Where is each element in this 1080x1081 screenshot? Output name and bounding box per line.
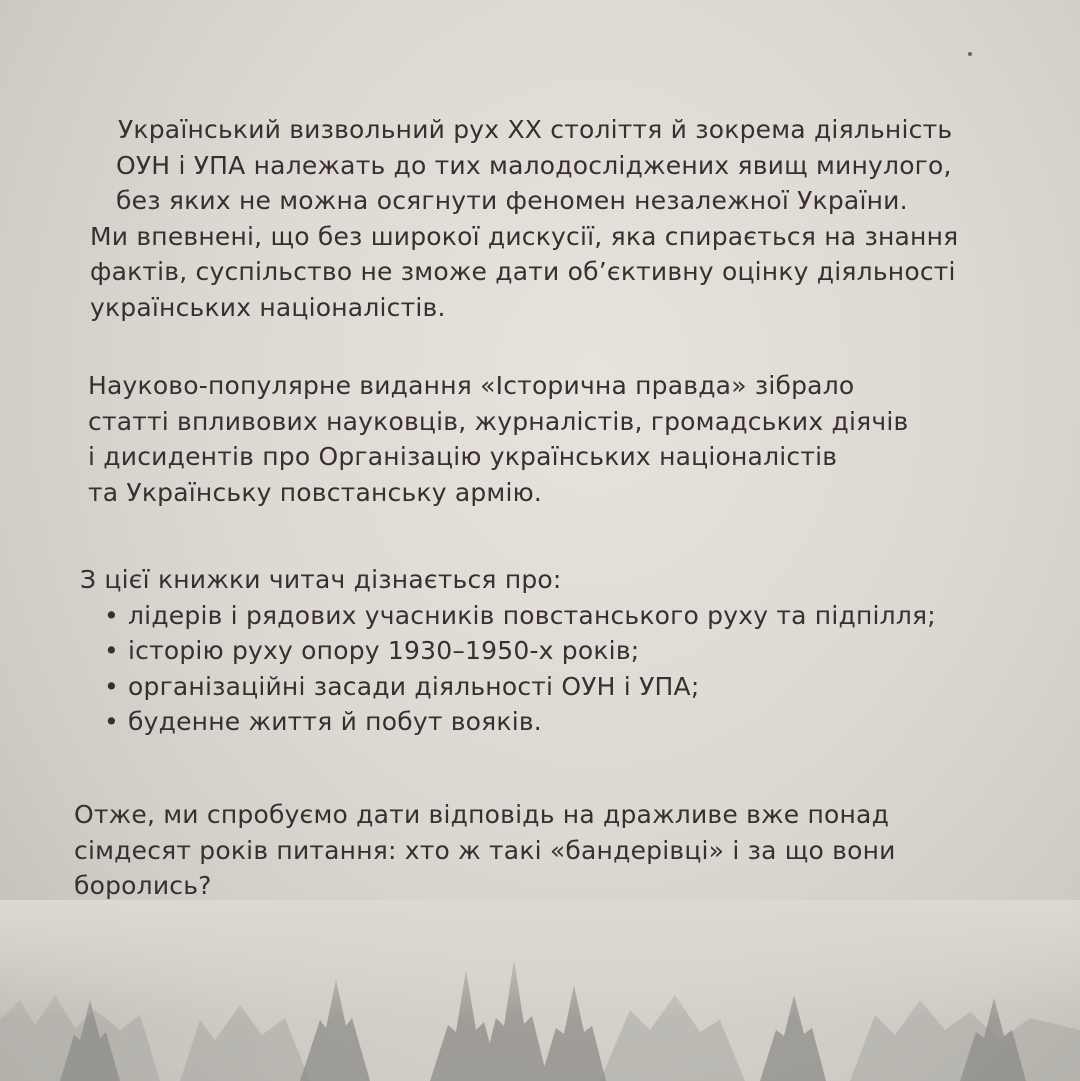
bullet-icon: •: [104, 671, 119, 701]
list-item-text: буденне життя й побут вояків.: [128, 707, 542, 736]
intro-line-1: Український визвольний рух ХХ століття й зокрема діяльність: [118, 115, 953, 144]
edition-line-4: та Українську повстанську армію.: [88, 477, 543, 507]
list-item: [80, 704, 936, 740]
list-item-text: історію руху опору 1930–1950-х років;: [128, 636, 640, 665]
intro-line-4: Ми впевнені, що без широкої дискусії, яка спирається на знання: [90, 221, 959, 251]
closing-line-1: Отже, ми спробуємо дати відповідь на дражливе вже понад: [74, 800, 890, 829]
intro-line-6: українських націоналістів.: [90, 292, 446, 322]
edition-paragraph: [88, 368, 908, 510]
topics-intro: З цієї книжки читач дізнається про:: [80, 565, 562, 594]
bullet-icon: •: [104, 707, 119, 736]
intro-line-3: без яких не можна осягнути феномен незалежної України.: [116, 186, 908, 215]
bullet-icon: •: [104, 600, 119, 630]
closing-line-3: боролись?: [74, 871, 212, 900]
misty-forest-illustration: [0, 900, 1080, 1081]
intro-line-2: ОУН і УПА належать до тих малодосліджених явищ минулого,: [116, 150, 952, 180]
intro-line-5: фактів, суспільство не зможе дати об’єктивну оцінку діяльності: [90, 257, 956, 286]
edition-line-1: Науково-популярне видання «Історична правда» зібрало: [88, 371, 855, 400]
intro-paragraph: [90, 112, 959, 325]
dust-speck: [968, 52, 972, 56]
bullet-icon: •: [104, 636, 119, 665]
closing-paragraph: [74, 797, 896, 904]
topics-paragraph: [80, 562, 936, 740]
list-item-text: організаційні засади діяльності ОУН і УПА;: [128, 671, 700, 701]
list-item: [80, 633, 936, 669]
list-item-text: лідерів і рядових учасників повстанського руху та підпілля;: [128, 600, 936, 630]
closing-line-2: сімдесят років питання: хто ж такі «бандерівці» і за що вони: [74, 835, 896, 865]
list-item: [80, 598, 936, 634]
edition-line-2: статті впливових науковців, журналістів, громадських діячів: [88, 406, 909, 436]
list-item: [80, 669, 936, 705]
edition-line-3: і дисидентів про Організацію українських націоналістів: [88, 442, 838, 471]
topics-list: [80, 598, 936, 740]
